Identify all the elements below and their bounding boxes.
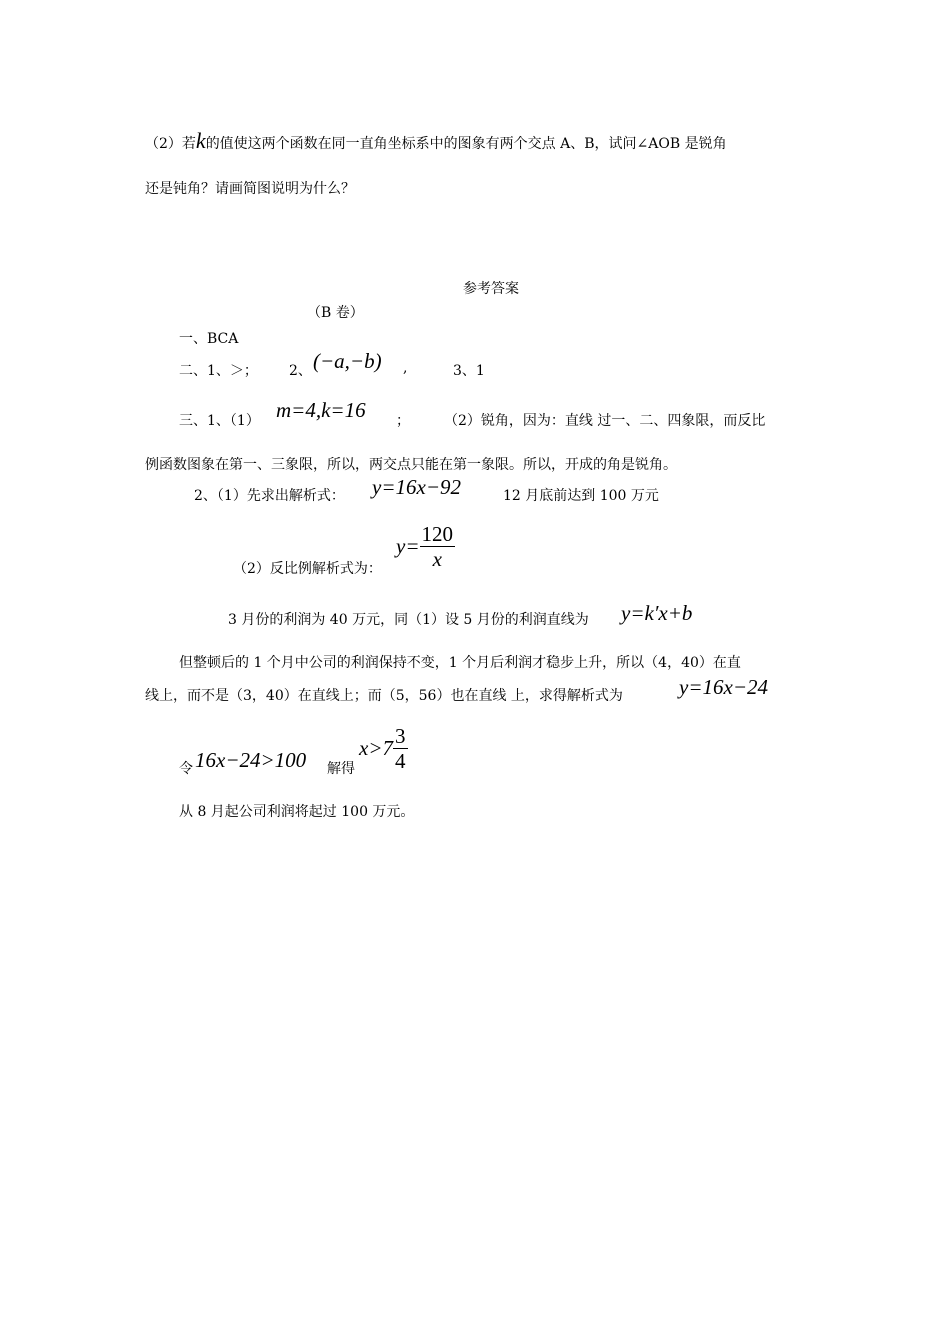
section-2-q2-comma: , xyxy=(403,360,408,376)
section-3-semicolon: ； xyxy=(396,413,410,429)
paragraph-4-line-1: 但整顿后的 1 个月中公司的利润保持不变，1 个月后利润才稳步上升，所以（4，40）在直 xyxy=(179,655,741,671)
question-2-text: 的值使这两个函数在同一直角坐标系中的图象有两个交点 A、B，试问∠AOB 是锐角 xyxy=(205,136,727,152)
section-2-q2-formula: (−a,−b) xyxy=(313,349,382,373)
solution-numerator: 3 xyxy=(395,724,406,748)
part-2-label: 2、（1）先求出解析式： xyxy=(194,488,345,504)
inverse-formula xyxy=(396,522,455,571)
inverse-fraction xyxy=(420,522,456,571)
inequality-solution xyxy=(359,724,408,773)
paragraph-4-line-2: 线上，而不是（3，40）在直线上；而（5，56）也在直线 上，求得解析式为 xyxy=(145,688,623,704)
answers-subtitle: （B 卷） xyxy=(307,305,364,321)
section-2-q3: 3、1 xyxy=(453,363,485,379)
question-2-line-2: 还是钝角？请画简图说明为什么？ xyxy=(145,181,355,197)
inequality: 16x−24>100 xyxy=(195,748,307,772)
math-k: k xyxy=(195,128,206,153)
paragraph-5-jiede: 解得 xyxy=(327,761,355,777)
part-2-conclusion: 12 月底前达到 100 万元 xyxy=(503,488,659,504)
answers-title: 参考答案 xyxy=(463,281,519,297)
section-3-explanation-line-2: 例函数图象在第一、三象限，所以，两交点只能在第一象限。所以，开成的角是锐角。 xyxy=(145,457,677,473)
solution-fraction xyxy=(393,724,408,773)
paragraph-4-formula: y=16x−24 xyxy=(679,675,768,699)
section-2-q2-label: 2、 xyxy=(289,363,312,379)
question-2-prefix: （2）若 xyxy=(145,136,196,152)
paragraph-3-text: 3 月份的利润为 40 万元，同（1）设 5 月份的利润直线为 xyxy=(228,612,589,628)
section-3-explanation: （2）锐角，因为：直线 过一、二、四象限，而反比 xyxy=(444,413,766,429)
part-2-formula: y=16x−92 xyxy=(372,475,461,499)
solution-denominator: 4 xyxy=(395,749,406,773)
inverse-numerator: 120 xyxy=(421,522,453,546)
inverse-formula-lhs: y= xyxy=(396,534,420,558)
final-conclusion: 从 8 月起公司利润将起过 100 万元。 xyxy=(179,804,415,820)
inverse-denominator: x xyxy=(432,547,442,571)
paragraph-5-ling: 令 xyxy=(179,761,193,777)
paragraph-3-formula: y=k′x+b xyxy=(621,601,693,625)
section-2-q1: 二、1、＞； xyxy=(179,363,258,379)
section-3-label: 三、1、（1） xyxy=(179,413,260,429)
part-2-2-label: （2）反比例解析式为： xyxy=(233,561,382,577)
solution-whole: x>7 xyxy=(359,736,393,760)
section-1-answers: 一、BCA xyxy=(179,331,239,347)
question-2-line-1 xyxy=(145,128,727,154)
section-3-formula: m=4,k=16 xyxy=(276,398,366,422)
